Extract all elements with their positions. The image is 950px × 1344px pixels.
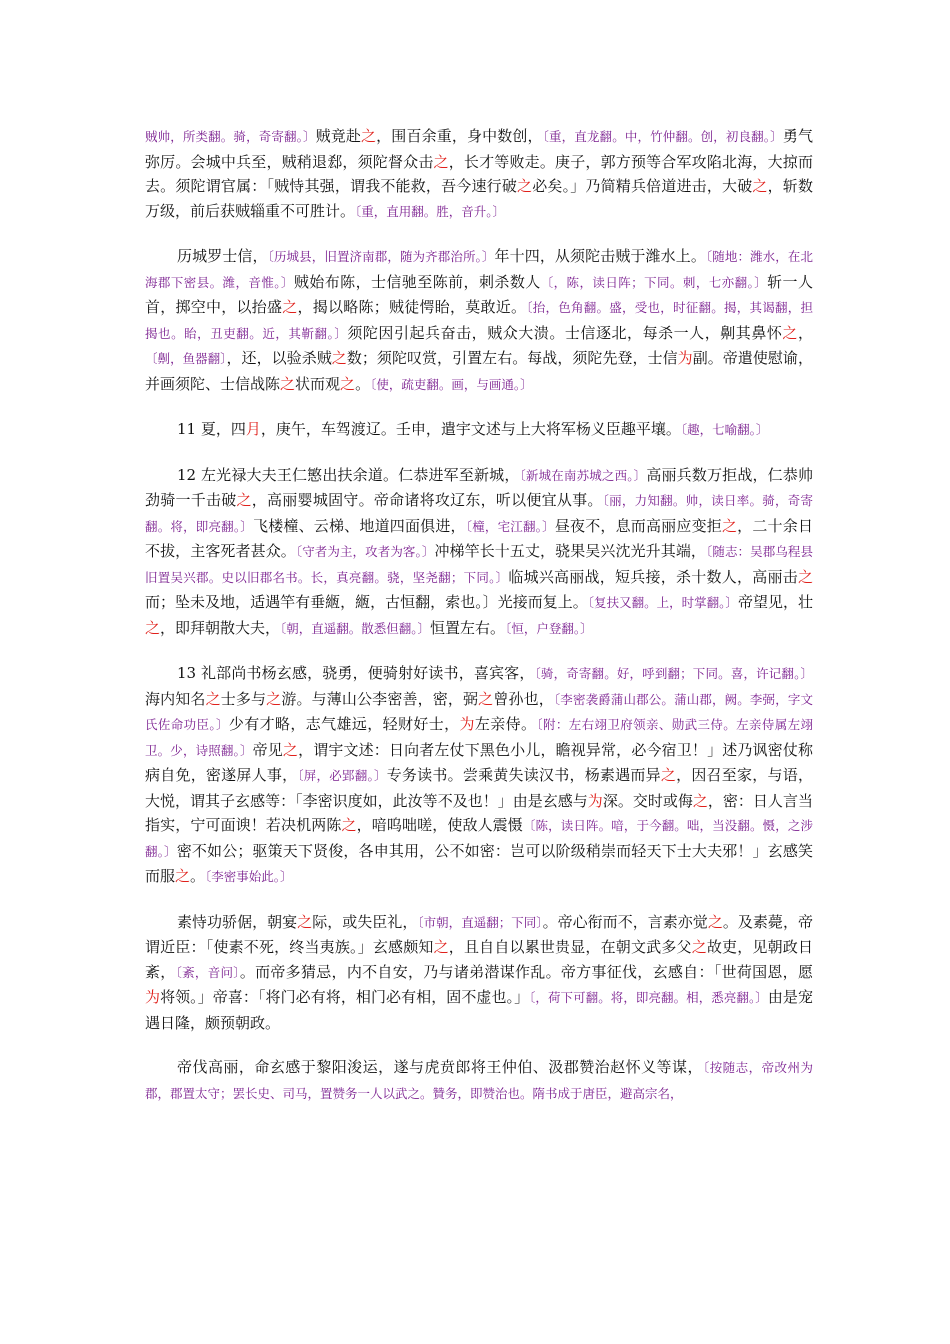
highlighted-char: 之 xyxy=(797,567,813,586)
body-text: 恒置左右。 xyxy=(430,618,506,637)
highlighted-char: 之 xyxy=(517,177,533,195)
body-text: 帝望见，壮 xyxy=(737,593,813,611)
highlighted-char: 之 xyxy=(282,740,299,759)
body-text: ，喑呜咄嗟，使敌人震慑 xyxy=(356,816,523,834)
body-text: ，谓宇文述：日向者左仗下黑色小儿，瞻视异常，必今宿卫！」述乃讽密仗称病自免，密遂屏人事， xyxy=(145,740,813,784)
paragraph xyxy=(145,910,813,1036)
highlighted-char: 之 xyxy=(478,689,494,708)
body-text: 贼始布陈，士信驰至陈前，刺杀数人 xyxy=(293,272,541,291)
annotation-note: 〔丽，力知翻。帅，读日率。骑，奇寄翻。将，即亮翻。〕 xyxy=(145,493,813,534)
body-text: 必矣。」乃简精兵倍道进击，大破 xyxy=(532,177,753,195)
body-text: 士多与 xyxy=(220,689,267,708)
highlighted-char: 之 xyxy=(782,323,798,342)
annotation-note: 〔，陈，读日阵；下同。刺，七亦翻。〕 xyxy=(540,274,768,290)
highlighted-char: 之 xyxy=(340,374,356,393)
annotation-note: 〔朝，直遥翻。散悉但翻。〕 xyxy=(280,620,431,636)
highlighted-char: 之 xyxy=(660,766,677,784)
body-text: 年十四，从须陀击贼于潍水上。 xyxy=(494,247,706,265)
annotation-note: 〔市朝，直遥翻；下同〕 xyxy=(417,914,543,930)
body-text: 深。交时或侮 xyxy=(602,791,693,810)
body-text: ， xyxy=(797,323,813,342)
highlighted-char: 之 xyxy=(145,618,161,637)
annotation-note: 〔骑，奇寄翻。好，呼到翻；下同。喜，许记翻。〕 xyxy=(534,666,813,681)
body-text: ，密：日人言当指实，宁可面谀！若决机两陈 xyxy=(145,791,813,834)
body-text: ，高丽婴城固守。帝命诸将攻辽东，听以便宜从事。 xyxy=(251,491,603,509)
annotation-note: 〔陈，读日阵。喑，于今翻。咄，当没翻。慑，之涉翻。〕 xyxy=(145,818,813,859)
body-text: 昼夜不，息而高丽应变拒 xyxy=(554,516,722,535)
highlighted-char: 之 xyxy=(282,298,298,316)
annotation-note: 〔新城在南苏城之西。〕 xyxy=(519,467,647,483)
annotation-note: 〔守者为主，攻者为客。〕 xyxy=(295,544,435,559)
body-text: 际，或失臣礼， xyxy=(312,912,418,931)
highlighted-char: 之 xyxy=(175,867,191,885)
annotation-note: 〔随志：吴郡乌程县旧置吴兴郡。史以旧郡名书。长，真亮翻。骁，坚尧翻；下同。〕 xyxy=(145,544,813,585)
highlighted-char: 之 xyxy=(752,177,768,195)
body-text: 由是宠遇日隆，颇预朝政。 xyxy=(145,988,813,1032)
highlighted-char: 之 xyxy=(691,938,707,956)
body-text: 。及素薨，帝谓近臣：「使素不死，终当夷族。」玄感颇知 xyxy=(145,912,813,956)
body-text: ，且自自以累世贵显，在朝文武多父 xyxy=(448,938,692,956)
body-text: 13 礼部尚书杨玄感，骁勇，便骑射好读书，喜宾客， xyxy=(177,664,535,682)
body-text: ，斩数万级，前后获贼辎重不可胜计。 xyxy=(145,177,813,220)
body-text: 冲梯竿长十五丈，骁果吴兴沈光升其端， xyxy=(434,542,707,560)
body-text: 须陀因引起兵奋击，贼众大溃。士信逐北，每杀一人，劓其鼻怀 xyxy=(347,323,783,342)
annotation-note: 〔重，直龙翻。中，竹仲翻。创，初良翻。〕 xyxy=(542,129,783,144)
annotation-note: 〔按随志，帝改州为郡，郡置太守；罢长史、司马，置赞务一人以武之。贊务，即赞治也。隋书成于唐臣，避高宗名， xyxy=(145,1060,813,1101)
highlighted-char: 之 xyxy=(331,349,347,367)
body-text: 斩一人首，掷空中，以抬盛 xyxy=(145,272,813,316)
paragraph xyxy=(145,417,813,443)
highlighted-char: 月 xyxy=(245,420,261,438)
body-text: 素恃功骄倨，朝宴 xyxy=(177,912,298,931)
highlighted-char: 之 xyxy=(721,516,738,535)
body-text: 高丽兵数万拒战，仁恭帅劲骑一千击破 xyxy=(145,465,813,509)
body-text: 。 xyxy=(190,867,206,885)
body-text: 贼竟赴 xyxy=(315,127,362,145)
highlighted-char: 之 xyxy=(297,912,313,931)
highlighted-char: 为 xyxy=(587,791,603,810)
annotation-note: 〔历城县，旧置济南郡，随为齐郡治所。〕 xyxy=(267,249,495,264)
highlighted-char: 为 xyxy=(145,988,161,1006)
annotation-note: 〔屏，必郢翻。〕 xyxy=(297,768,387,783)
body-text: 状而观 xyxy=(295,374,341,393)
body-text: ，长才等败走。庚子，郭方预等合军攻陷北海，大掠而去。须陀谓官属：「贼恃其强，谓我不能救，吾今速行破 xyxy=(145,152,813,195)
paragraph xyxy=(145,661,813,890)
body-text: 副。帝遣使慰谕，并画须陀、士信战陈 xyxy=(145,349,813,393)
highlighted-char: 之 xyxy=(266,689,282,708)
annotation-note: 〔使，疏吏翻。画，与画通。〕 xyxy=(370,376,533,392)
body-text: ，庚午，车驾渡辽。壬申，遣宇文述与上大将军杨义臣趣平壤。 xyxy=(260,420,681,438)
paragraph xyxy=(145,463,813,642)
annotation-note: 〔李密袭爵蒲山郡公。蒲山郡，阙。李弼，字文氏佐命功臣。〕 xyxy=(145,691,813,732)
highlighted-char: 为 xyxy=(677,349,693,367)
highlighted-char: 之 xyxy=(280,374,296,393)
paragraph xyxy=(145,1055,813,1106)
annotation-note: 〔重，直用翻。胜，音升。〕 xyxy=(355,203,506,219)
paragraph xyxy=(145,244,813,397)
highlighted-char: 之 xyxy=(361,127,377,145)
annotation-note: 〔附：左右翊卫府领亲、勋武三侍。左亲侍属左翊卫。少，诗照翻。〕 xyxy=(145,717,813,758)
highlighted-char: 之 xyxy=(205,689,221,708)
body-text: ，还，以验杀贼 xyxy=(226,349,332,367)
body-text: 。帝心衔而不，言素亦觉 xyxy=(542,912,708,931)
body-text: 11 夏，四 xyxy=(177,420,246,438)
body-text: 临城兴高丽战，短兵接，杀十数人，高丽击 xyxy=(508,567,798,586)
document-page xyxy=(145,124,813,1126)
body-text: 海内知名 xyxy=(145,689,206,708)
annotation-note: 〔复扶又翻。上，时掌翻。〕 xyxy=(587,595,738,610)
body-text: ，即拜朝散大夫， xyxy=(160,618,281,637)
annotation-note: 〔紊，音问〕 xyxy=(175,964,240,980)
body-text: 。 xyxy=(355,374,371,393)
highlighted-char: 之 xyxy=(692,791,708,810)
body-text: ，二十余日不拔，主客死者甚众。 xyxy=(145,516,813,560)
annotation-note: 〔李密事始此。〕 xyxy=(205,869,293,884)
paragraph xyxy=(145,124,813,224)
highlighted-char: 之 xyxy=(433,152,449,171)
annotation-note: 〔橦，宅江翻。〕 xyxy=(465,518,555,534)
highlighted-char: 之 xyxy=(707,912,723,931)
body-text: 游。与薄山公李密善，密，弼 xyxy=(281,689,479,708)
body-text: 勇气弥厉。会城中兵至，贼稍退郄，须陀督众击 xyxy=(145,127,813,171)
body-text: 飞楼橦、云梯、地道四面俱进， xyxy=(253,516,466,535)
body-text: 。而帝多猜忌，内不自安，乃与诸弟潜谋作乱。帝方事征伐，玄感自：「世荷国恩，愿 xyxy=(239,962,813,981)
body-text: ，揭以略陈；贼徒愕眙，莫敢近。 xyxy=(297,298,527,316)
body-text: 故吏，见朝政日紊， xyxy=(145,938,813,981)
body-text: 将领。」帝喜：「将门必有将，相门必有相，固不虚也。」 xyxy=(160,988,530,1006)
body-text: 左亲侍。 xyxy=(474,715,537,733)
annotation-note: 〔劓，鱼器翻〕 xyxy=(145,351,227,366)
body-text: 密不如公；驱策天下贤俊，各申其用，公不如密：岂可以阶级稍崇而轻天下士大夫邪！」玄感笑而服 xyxy=(145,841,813,885)
body-text: 帝见 xyxy=(252,740,283,759)
body-text: 而；坠未及地，适遇竿有垂緪，緪，古恒翻，索也。〕光接而复上。 xyxy=(145,593,588,611)
annotation-note: 贼帅，所类翻。骑，奇寄翻。〕 xyxy=(145,129,316,144)
body-text: 数；须陀叹赏，引置左右。每战，须陀先登，士信 xyxy=(346,349,678,367)
body-text: 曾孙也， xyxy=(493,689,554,708)
body-text: 帝伐高丽，命玄感于黎阳浚运，遂与虎贲郎将王仲伯、汲郡赞治赵怀义等谋， xyxy=(177,1058,703,1076)
body-text: 12 左光禄大夫王仁慜出扶余道。仁恭进军至新城， xyxy=(177,465,520,484)
annotation-note: 〔趣，七喻翻。〕 xyxy=(680,422,769,437)
highlighted-char: 之 xyxy=(433,938,449,956)
body-text: ，围百余重，身中数创， xyxy=(376,127,543,145)
highlighted-char: 之 xyxy=(341,816,357,834)
body-text: 历城罗士信， xyxy=(177,247,268,265)
body-text: 少有才略，志气雄远，轻财好士， xyxy=(228,715,460,733)
annotation-note: 〔抬，色角翻。盛，受也，时征翻。揭，其谒翻，担揭也。眙，丑吏翻。近，其靳翻。〕 xyxy=(145,300,813,341)
body-text: ，因召至家，与语，大悦，谓其子玄感等：「李密识度如，此汝等不及也！」由是玄感与 xyxy=(145,766,813,810)
highlighted-char: 为 xyxy=(459,715,475,733)
annotation-note: 〔，荷下可翻。将，即亮翻。相，悉亮翻。〕 xyxy=(529,990,768,1005)
annotation-note: 〔恒，户登翻。〕 xyxy=(505,620,593,636)
body-text: 专务读书。尝乘黄失读汉书，杨素遇而异 xyxy=(386,766,661,784)
annotation-note: 〔随地：潍水，在北海郡下密县。潍，音惟。〕 xyxy=(145,249,813,290)
highlighted-char: 之 xyxy=(236,491,252,509)
